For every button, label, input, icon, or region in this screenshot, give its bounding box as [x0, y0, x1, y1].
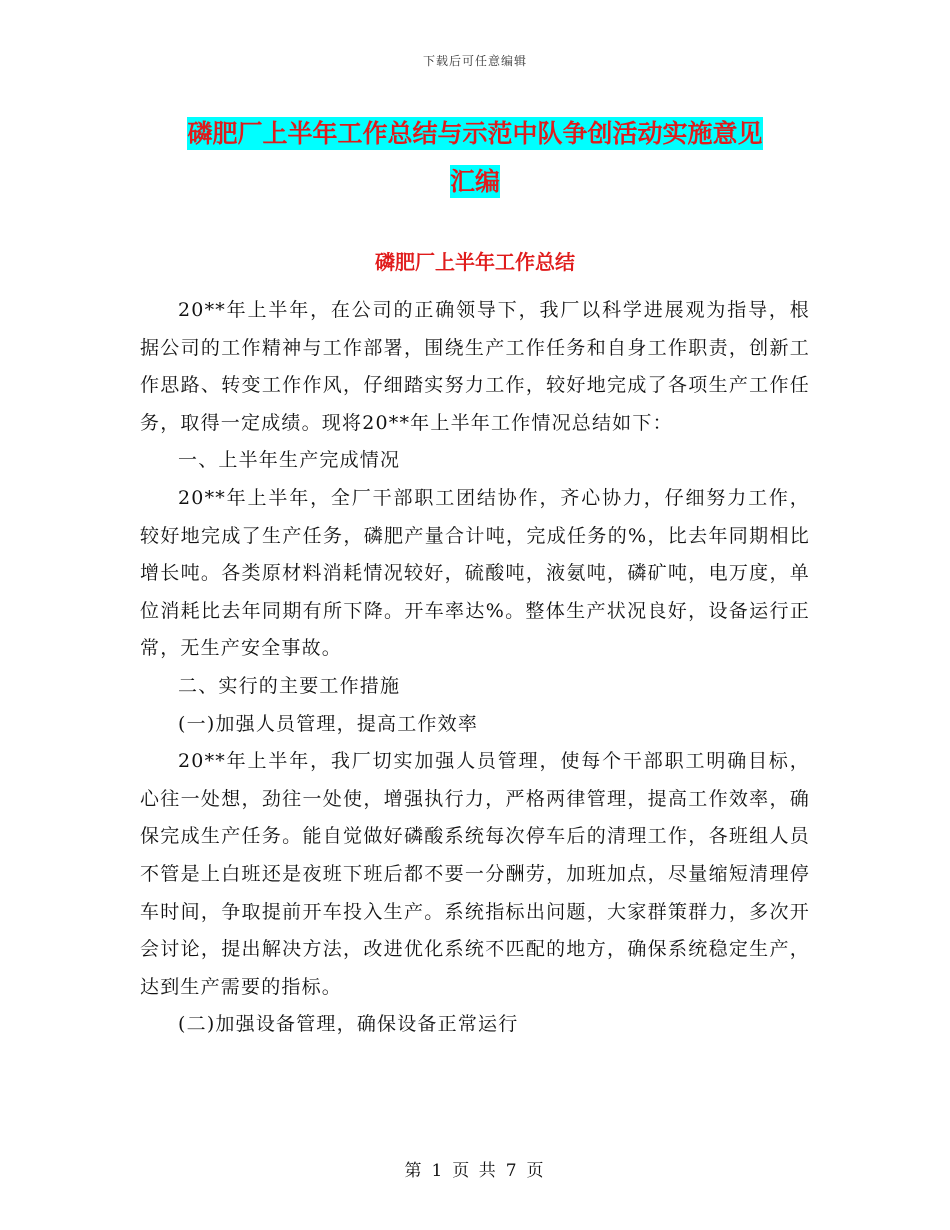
- footer-total-pages: 7: [505, 1161, 519, 1181]
- footer-middle: 页 共: [452, 1161, 498, 1181]
- page-footer: [0, 1156, 950, 1181]
- heading-section-1: 一、上半年生产完成情况: [178, 449, 401, 472]
- heading-section-2: 二、实行的主要工作措施: [178, 674, 401, 697]
- section-title: 磷肥厂上半年工作总结: [375, 250, 575, 274]
- footer-suffix: 页: [526, 1161, 546, 1181]
- heading-subsection-2: (二)加强设备管理，确保设备正常运行: [178, 1013, 519, 1036]
- header-note: 下载后可任意编辑: [422, 54, 527, 68]
- document-title: [140, 110, 810, 206]
- paragraph-production: 20**年上半年，全厂干部职工团结协作，齐心协力，仔细努力工作，较好地完成了生产任务，磷肥产量合计吨，完成任务的%，比去年同期相比增长吨。各类原材料消耗情况较好，硫酸吨，液氨吨，磷矿吨，电万度，单位消耗比去年同期有所下降。开车率达%。整体生产状况良好，设备运行正常，无生产安全事故。: [140, 486, 810, 660]
- heading-subsection-1: (一)加强人员管理，提高工作效率: [178, 712, 479, 735]
- document-body: [140, 292, 810, 1044]
- footer-prefix: 第: [404, 1161, 424, 1181]
- footer-page-number: 1: [431, 1161, 445, 1181]
- paragraph-staff-management: 20**年上半年，我厂切实加强人员管理，使每个干部职工明确目标，心往一处想，劲往一处使，增强执行力，严格两律管理，提高工作效率，确保完成生产任务。能自觉做好磷酸系统每次停车后的清理工作，各班组人员不管是上白班还是夜班下班后都不要一分酬劳，加班加点，尽量缩短清理停车时间，争取提前开车投入生产。系统指标出问题，大家群策群力，多次开会讨论，提出解决方法，改进优化系统不匹配的地方，确保系统稳定生产，达到生产需要的指标。: [140, 750, 810, 998]
- paragraph-intro: 20**年上半年，在公司的正确领导下，我厂以科学进展观为指导，根据公司的工作精神与工作部署，围绕生产工作任务和自身工作职责，创新工作思路、转变工作作风，仔细踏实努力工作，较好地完成了各项生产工作任务，取得一定成绩。现将20**年上半年工作情况总结如下：: [140, 299, 810, 434]
- document-title-line1: 磷肥厂上半年工作总结与示范中队争创活动实施意见: [187, 119, 763, 148]
- document-title-line2: 汇编: [449, 167, 500, 196]
